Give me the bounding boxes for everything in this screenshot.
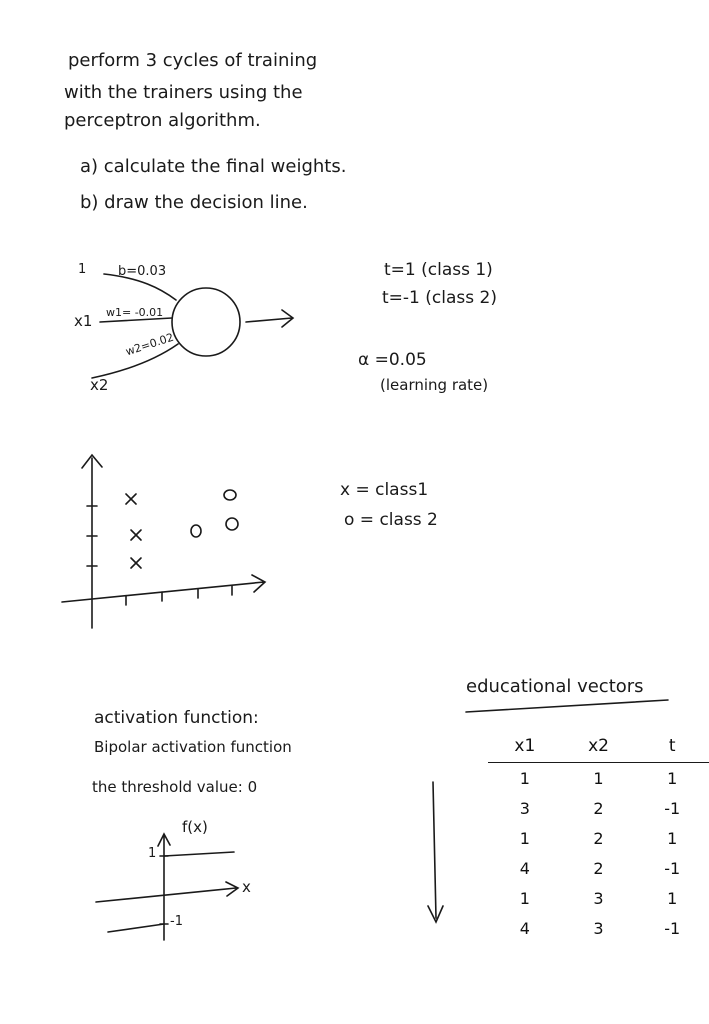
w1-weight-label: w1= -0.01 [106, 306, 164, 319]
task-line-2: with the trainers using the [64, 82, 303, 103]
class2-marker [226, 518, 238, 530]
activation-type: Bipolar activation function [94, 738, 292, 756]
cell-t: 1 [667, 828, 678, 848]
cell-x1: 1 [519, 828, 530, 848]
class2-marker [191, 525, 201, 537]
cell-x2: 1 [593, 768, 604, 788]
cell-t: -1 [664, 918, 681, 938]
vectors-header-x2: x2 [588, 736, 609, 756]
activation-minus-one: -1 [170, 914, 183, 929]
table-row [488, 853, 709, 883]
task-part-a: a) calculate the final weights. [80, 156, 347, 177]
x1-input-label: x1 [74, 312, 93, 330]
cell-x2: 3 [593, 918, 604, 938]
legend-class1: x = class1 [340, 480, 429, 500]
vectors-title: educational vectors [466, 676, 644, 697]
cell-x1: 1 [519, 768, 530, 788]
task-part-b: b) draw the decision line. [80, 192, 308, 213]
learning-rate-note: (learning rate) [380, 376, 489, 394]
target-class2: t=-1 (class 2) [382, 288, 497, 308]
table-row [488, 883, 709, 913]
table-row [488, 763, 709, 794]
learning-rate-value: α =0.05 [358, 350, 427, 370]
task-line-1: perform 3 cycles of training [68, 50, 318, 71]
scatter-y-axis [82, 455, 102, 628]
task-line-3: perceptron algorithm. [64, 110, 261, 131]
vectors-header-x1: x1 [514, 736, 536, 756]
class1-marker [131, 558, 141, 568]
bias-input-label: 1 [78, 262, 87, 277]
cell-t: 1 [667, 888, 678, 908]
activation-upper-step [164, 852, 234, 856]
activation-lower-step [108, 924, 164, 932]
bias-weight-label: b=0.03 [118, 264, 167, 279]
table-row [488, 823, 709, 853]
x2-input-label: x2 [90, 376, 109, 394]
target-class1: t=1 (class 1) [384, 260, 493, 280]
cell-t: -1 [664, 798, 681, 818]
cell-x2: 2 [593, 828, 604, 848]
activation-fx-label: f(x) [182, 818, 208, 836]
cell-t: -1 [664, 858, 681, 878]
cell-t: 1 [667, 768, 678, 788]
cell-x2: 2 [593, 798, 604, 818]
cell-x1: 4 [519, 858, 530, 878]
cell-x2: 2 [593, 858, 604, 878]
neuron-circle [172, 288, 240, 356]
cell-x1: 1 [519, 888, 530, 908]
activation-x-axis [96, 882, 238, 902]
cell-x2: 3 [593, 888, 604, 908]
output-arrow-icon [246, 310, 293, 327]
legend-class2: o = class 2 [344, 510, 438, 530]
table-row [488, 793, 709, 823]
activation-x-label: x [242, 878, 251, 896]
vectors-table [488, 736, 709, 943]
vectors-title-underline [466, 700, 668, 712]
activation-heading: activation function: [94, 708, 259, 728]
down-arrow-icon [428, 782, 443, 922]
class1-marker [126, 494, 136, 504]
class2-marker [224, 490, 236, 500]
class1-marker [131, 530, 141, 540]
activation-threshold: the threshold value: 0 [92, 778, 258, 796]
activation-plus-one: 1 [148, 846, 157, 861]
vectors-header-t: t [668, 736, 676, 756]
w2-weight-label: w2=0.02 [124, 330, 176, 359]
table-row [488, 913, 709, 943]
cell-x1: 3 [519, 798, 530, 818]
cell-x1: 4 [519, 918, 530, 938]
